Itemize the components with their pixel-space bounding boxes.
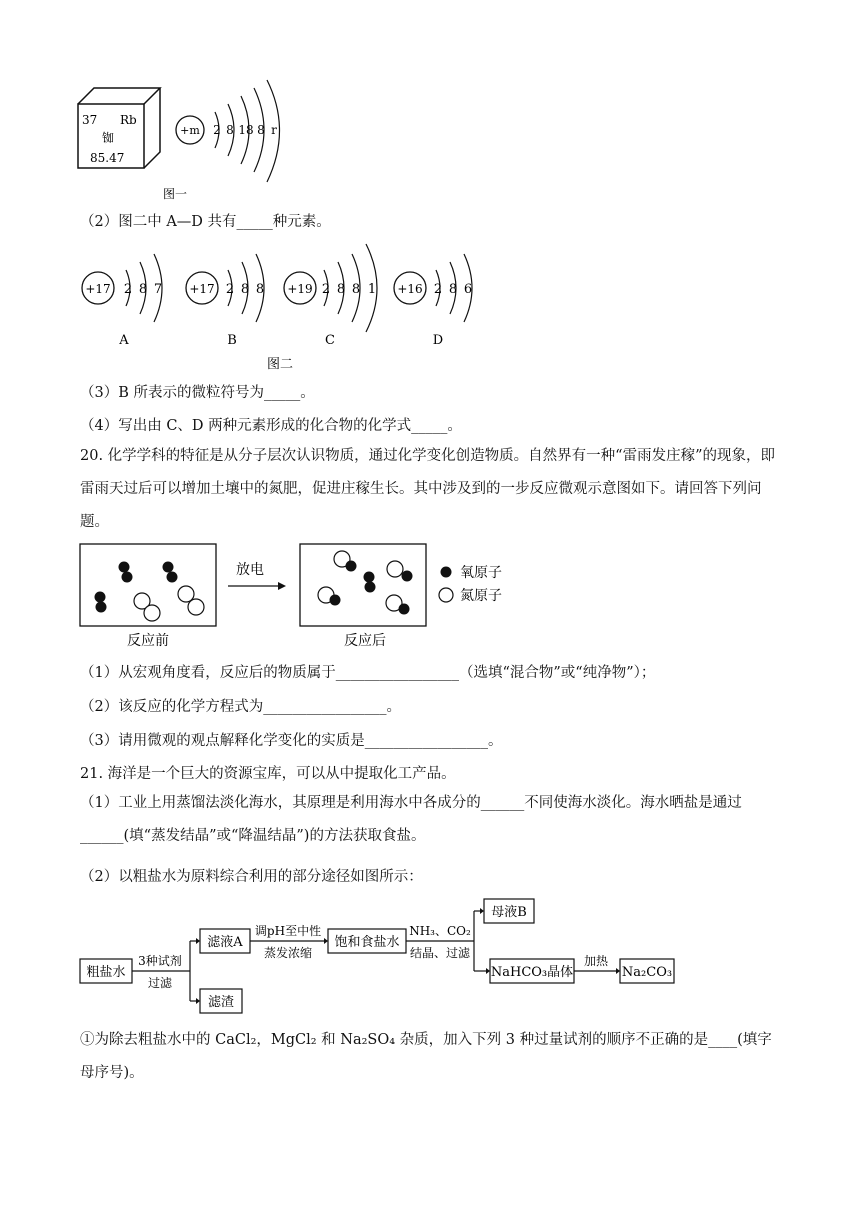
node-mother: 母液B [491,905,527,920]
process-flowchart [76,895,688,1017]
figure-1 [70,78,290,208]
svg-text:8: 8 [138,282,148,297]
question-20-2: （2）该反应的化学方程式为_________________。 [80,699,401,715]
svg-text:8: 8 [255,282,265,297]
atom-a-label: A [119,333,129,348]
atom-c-label: C [325,333,335,348]
flow-lines [132,911,616,1001]
legend-oxygen-dot [441,567,452,578]
node-bicarb: NaHCO₃晶体 [490,965,574,980]
element-name: 铷 [102,131,115,145]
shell-count-1: 2 [213,123,221,137]
atom-c [284,244,377,348]
shell-count-4: 8 [257,123,265,137]
svg-text:+16: +16 [397,282,423,296]
svg-text:8: 8 [240,282,250,297]
question-20-1: （1）从宏观角度看，反应后的物质属于_________________（选填“混合物”或“纯净物”）； [80,665,656,681]
nucleus-label: +m [180,124,200,137]
node-crude: 粗盐水 [86,965,126,980]
svg-text:2: 2 [433,282,443,297]
question-21-1: （1）工业上用蒸馏法淡化海水，其原理是利用海水中各成分的______不同使海水淡化。海水晒盐是通过______(填“蒸发结晶”或“降温结晶”)的方法获取食盐。 [80,795,742,844]
atom-a [82,254,162,348]
before-molecules [95,562,205,622]
question-20-3: （3）请用微观的观点解释化学变化的实质是_________________。 [80,733,503,749]
step2-bottom: 蒸发浓缩 [263,946,313,960]
svg-text:6: 6 [463,282,473,297]
svg-text:+19: +19 [287,282,313,296]
node-filtrate: 滤液A [207,935,243,950]
legend-nitrogen-dot [439,588,453,602]
svg-text:8: 8 [351,282,361,297]
svg-text:2: 2 [123,282,133,297]
after-box [300,544,426,626]
question-19-3: （3）B 所表示的微粒符号为_____。 [80,385,315,401]
shell-count-5: r [271,123,277,137]
question-19-2: （2）图二中 A—D 共有_____种元素。 [80,214,331,230]
figure-2-caption: 图二 [266,357,294,372]
node-saturated: 饱和食盐水 [334,935,400,950]
svg-text:8: 8 [448,282,458,297]
before-label: 反应前 [127,633,169,649]
node-residue: 滤渣 [207,995,235,1010]
figure-1-caption: 图一 [162,187,188,201]
step2-top: 调pH至中性 [254,924,322,938]
atom-d [394,254,472,348]
svg-text:1: 1 [367,282,377,297]
step1-bottom: 过滤 [147,976,173,990]
question-21-2: （2）以粗盐水为原料综合利用的部分途径如图所示： [80,869,423,885]
after-label: 反应后 [344,633,386,649]
svg-text:+17: +17 [189,282,215,296]
svg-text:7: 7 [153,282,163,297]
reaction-diagram [78,540,548,652]
question-20-stem: 20. 化学学科的特征是从分子层次认识物质，通过化学变化创造物质。自然界有一种“雷雨发庄稼”的现象，即雷雨天过后可以增加土壤中的氮肥，促进庄稼生长。其中涉及到的一步反应微观示意图如下。请回答下列问题。 [80,448,775,530]
question-19-4: （4）写出由 C、D 两种元素形成的化合物的化学式_____。 [80,418,462,434]
question-21-2-1: ①为除去粗盐水中的 CaCl₂，MgCl₂ 和 Na₂SO₄ 杂质，加入下列 3 种过量试剂的顺序不正确的是____(填字母序号)。 [80,1032,772,1081]
step3-bottom: 结晶、过滤 [409,946,471,960]
element-number: 37 [82,113,98,127]
atom-b-label: B [227,333,237,348]
question-21-stem: 21. 海洋是一个巨大的资源宝库，可以从中提取化工产品。 [80,766,456,782]
figure-2 [76,238,496,372]
atom-b [186,254,264,348]
element-symbol: Rb [120,113,137,127]
atom-d-label: D [432,333,444,348]
legend-oxygen: 氧原子 [460,565,502,581]
svg-text:8: 8 [336,282,346,297]
step1-top: 3种试剂 [138,954,182,968]
element-mass: 85.47 [90,151,125,165]
node-carbonate: Na₂CO₃ [621,965,673,980]
svg-text:2: 2 [225,282,235,297]
legend-nitrogen: 氮原子 [460,588,502,604]
svg-text:+17: +17 [85,282,111,296]
after-molecules [318,551,413,615]
shell-count-2: 8 [226,123,234,137]
shell-count-3: 18 [238,123,254,137]
step3-top: NH₃、CO₂ [409,924,471,938]
arrow-label: 放电 [236,562,264,578]
heat-label: 加热 [583,954,609,968]
svg-text:2: 2 [321,282,331,297]
